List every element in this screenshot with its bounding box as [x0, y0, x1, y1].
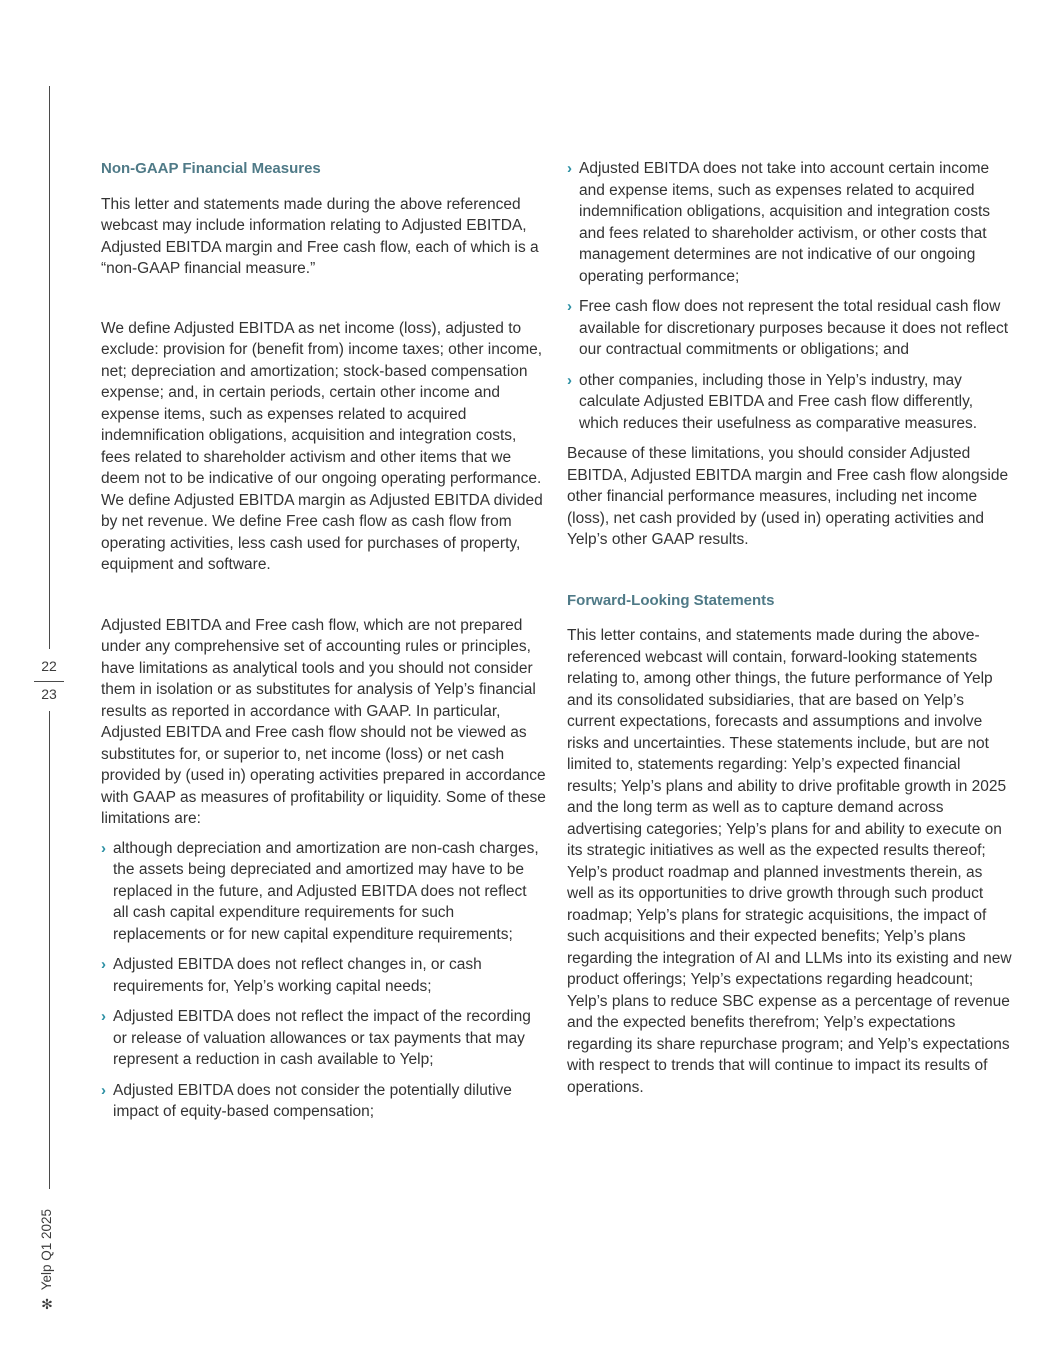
chevron-right-icon: › — [567, 160, 572, 177]
list-item — [101, 954, 546, 997]
brand-footer — [39, 1208, 54, 1313]
list-item-text: Adjusted EBITDA does not reflect the impact of the recording or release of valuation allowances or tax payments that may represent a reduction in cash available to Yelp; — [113, 1008, 531, 1068]
page-number-current: 22 — [41, 658, 57, 674]
list-item-text: Free cash flow does not represent the total residual cash flow available for discretionary purposes because it does not reflect our contractual commitments or obligations; and — [579, 298, 1009, 358]
paragraph-limitations: Adjusted EBITDA and Free cash flow, which are not prepared under any comprehensive set of accounting rules or principles, have limitations as analytical tools and you should not consider them in isolation or as substitutes for analysis of Yelp’s financial results as reported in accordance with GAAP. In particular, Adjusted EBITDA and Free cash flow should not be viewed as substitutes for, or superior to, net income (loss) or net cash provided by (used in) operating activities prepared in accordance with GAAP as measures of profitability or liquidity. Some of these limitations are: — [101, 616, 546, 827]
list-item — [101, 1006, 546, 1071]
limitations-list-right — [567, 158, 1012, 434]
yelp-burst-icon: ✻ — [40, 1296, 53, 1313]
left-column — [101, 158, 546, 1132]
list-item — [101, 1080, 546, 1123]
chevron-right-icon: › — [101, 1081, 106, 1099]
list-item — [567, 370, 1012, 435]
right-column — [567, 158, 1012, 1098]
paragraph-forward-looking: This letter contains, and statements made during the above-referenced webcast will contain, forward-looking statements relating to, among other things, the future performance of Yelp and its consolidated subsidiaries, that are based on Yelp’s current expectations, forecasts and assumptions and involve risks and uncertainties. These statements include, but are not limited to, statements regarding: Yelp’s expected financial results; Yelp’s plans and ability to drive profitable growth in 2025 and the long term as well as to capture demand across advertising categories; Yelp’s plans for and ability to execute on its strategic initiatives as well as the expected results thereof; Yelp’s product roadmap and planned investments therein, as well as its opportunities to drive growth through such product roadmap; Yelp’s plans for strategic acquisitions, the impact of such acquisitions and their expected benefits; Yelp’s plans regarding the integration of AI and LLMs into its existing and new product offerings; Yelp’s expectations regarding headcount; Yelp’s plans to reduce SBC expense as a percentage of revenue and the expected benefits therefrom; Yelp’s expectations regarding its share repurchase program; and Yelp’s expectations with respect to trends that will continue to impact its results of operations. — [567, 627, 1012, 1096]
list-item-text: other companies, including those in Yelp’s industry, may calculate Adjusted EBITDA and Free cash flow differently, which reduces their usefulness as comparative measures. — [579, 371, 978, 432]
chevron-right-icon: › — [101, 956, 106, 973]
chevron-right-icon: › — [567, 298, 572, 315]
list-item — [101, 838, 546, 946]
limitations-list-left — [101, 838, 546, 1123]
list-item — [567, 296, 1012, 361]
paragraph-definitions: We define Adjusted EBITDA as net income (loss), adjusted to exclude: provision for (benefit from) income taxes; other income, net; depreciation and amortization; stock-based compensation expense; and, in certain periods, certain other income and expense items, such as expenses related to acquired indemnification obligations, acquisition and integration costs, fees related to shareholder activism and other items that we deem not to be indicative of our ongoing operating performance. We define Adjusted EBITDA margin as Adjusted EBITDA divided by net revenue. We define Free cash flow as cash flow from operating activities, less cash used for purchases of property, equipment and software. — [101, 319, 543, 573]
list-item-text: Adjusted EBITDA does not consider the potentially dilutive impact of equity-based compensation; — [113, 1081, 512, 1120]
list-item-text: although depreciation and amortization are non-cash charges, the assets being depreciated and amortized may have to be replaced in the future, and Adjusted EBITDA does not reflect all cash capital expenditure requirements for such replacements or for new capital expenditure requirements; — [113, 839, 539, 943]
list-item-text: Adjusted EBITDA does not take into account certain income and expense items, such as expenses related to acquired indemnification obligations, acquisition and integration costs and fees related to shareholder activism, or other costs that management determines are not indicative of our ongoing operating performance; — [579, 160, 990, 285]
brand-text: Yelp Q1 2025 — [39, 1208, 54, 1291]
section-heading-forward-looking: Forward-Looking Statements — [567, 591, 775, 609]
chevron-right-icon: › — [101, 839, 106, 857]
section-heading-non-gaap: Non-GAAP Financial Measures — [101, 160, 321, 177]
list-item — [567, 158, 1012, 287]
paragraph-because: Because of these limitations, you should consider Adjusted EBITDA, Adjusted EBITDA margin and Free cash flow alongside other financial performance measures, including net income (loss), net cash provided by (used in) operating activities and Yelp’s other GAAP results. — [567, 445, 1009, 548]
page-number-divider — [34, 681, 64, 682]
paragraph-intro: This letter and statements made during the above referenced webcast may include information relating to Adjusted EBITDA, Adjusted EBITDA margin and Free cash flow, each of which is a “non-GAAP financial measure.” — [101, 195, 539, 277]
chevron-right-icon: › — [567, 371, 572, 389]
list-item-text: Adjusted EBITDA does not reflect changes in, or cash requirements for, Yelp’s working capital needs; — [113, 956, 482, 995]
sidebar-rule-bottom — [49, 711, 50, 1189]
page-number-total: 23 — [41, 686, 57, 702]
sidebar-rule-top — [49, 86, 50, 649]
chevron-right-icon: › — [101, 1008, 106, 1025]
